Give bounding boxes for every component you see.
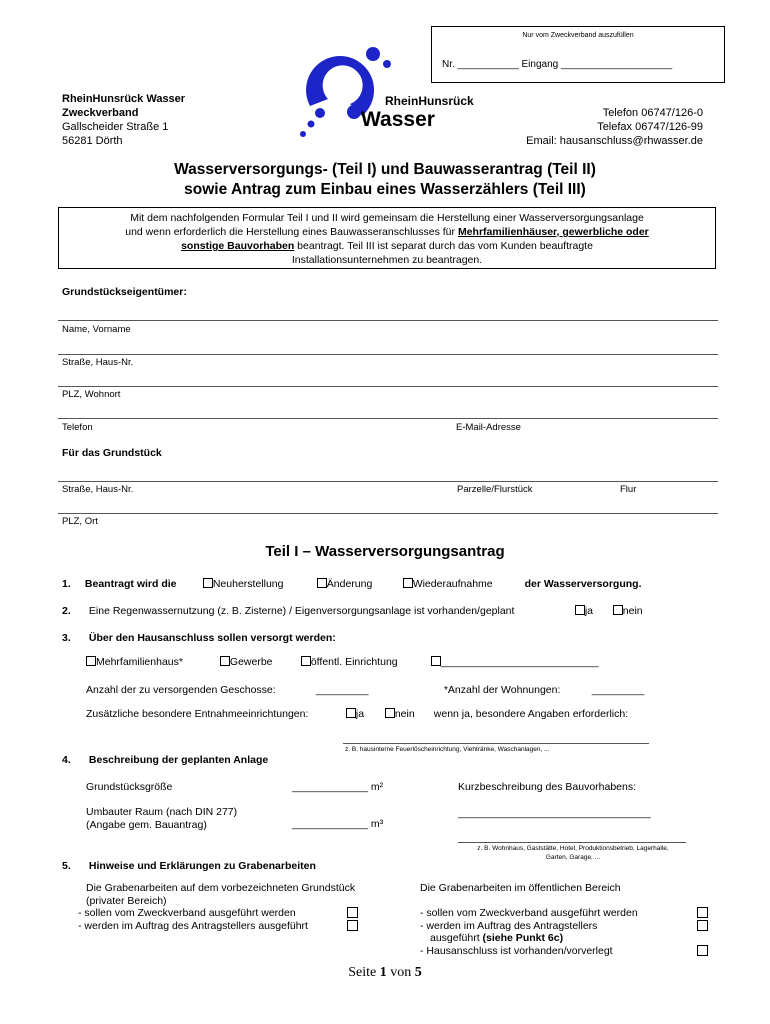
property-street-label: Straße, Haus-Nr. bbox=[62, 484, 134, 495]
q4-desc-note-1: z. B. Wohnhaus, Gaststätte, Hotel, Produktionsbetrieb, Lagerhalle, bbox=[477, 845, 669, 852]
checkbox[interactable] bbox=[346, 708, 356, 718]
q3-extra-field-line[interactable] bbox=[343, 743, 649, 744]
q5-public-option-2b bbox=[420, 932, 638, 945]
q5-public-block bbox=[420, 882, 638, 957]
q2-no[interactable] bbox=[613, 605, 643, 617]
q3-units-field[interactable]: _________ bbox=[591, 684, 645, 696]
sender-name-2: Zweckverband bbox=[62, 107, 139, 119]
q5-public-checkbox-1[interactable] bbox=[697, 907, 708, 918]
owner-name-label: Name, Vorname bbox=[62, 324, 131, 335]
q5-public-option-2b-text: ausgeführt bbox=[430, 932, 483, 944]
q4-row bbox=[62, 754, 268, 766]
q3-number: 3. bbox=[62, 632, 71, 644]
q5-public-option-2b-ref: (siehe Punkt 6c) bbox=[482, 932, 564, 944]
q5-public-option-1: - sollen vom Zweckverband ausgeführt werden bbox=[420, 907, 638, 919]
owner-heading: Grundstückseigentümer: bbox=[62, 286, 187, 298]
q3-extra-yes-label: ja bbox=[355, 708, 365, 720]
footer-total: 5 bbox=[414, 965, 422, 980]
q1-option-resume-label: Wiederaufnahme bbox=[412, 578, 493, 590]
q4-desc-note bbox=[458, 844, 688, 862]
q5-private-option-2: - werden im Auftrag des Antragstellers ausgeführt bbox=[78, 919, 308, 932]
q5-private-text-2: (privater Bereich) bbox=[86, 894, 167, 907]
q1-suffix: der Wasserversorgung. bbox=[524, 578, 642, 590]
q3-extra-row bbox=[86, 708, 628, 720]
q2-number: 2. bbox=[62, 605, 71, 617]
property-street-line[interactable] bbox=[58, 481, 718, 482]
q3-option-public-label: öffentl. Einrichtung bbox=[310, 656, 398, 668]
q3-option-public[interactable] bbox=[301, 656, 428, 668]
q3-extra-note: z. B. hausinterne Feuerlöscheinrichtung, Viehtränke, Waschanlagen, ... bbox=[345, 746, 550, 753]
property-plz-label: PLZ, Ort bbox=[62, 516, 98, 527]
owner-plz-line[interactable] bbox=[58, 386, 718, 387]
contact-email: Email: hausanschluss@rhwasser.de bbox=[526, 135, 703, 147]
q3-extra-yes[interactable] bbox=[346, 708, 382, 720]
owner-phone-label: Telefon bbox=[62, 422, 93, 433]
q4-desc-field-line[interactable] bbox=[458, 842, 686, 843]
sender-address bbox=[62, 92, 185, 148]
checkbox[interactable] bbox=[86, 656, 96, 666]
checkbox[interactable] bbox=[575, 605, 585, 615]
office-use-caption: Nur vom Zweckverband auszufüllen bbox=[522, 32, 634, 39]
q1-option-new-label: Neuherstellung bbox=[212, 578, 284, 590]
q2-no-label: nein bbox=[622, 605, 643, 617]
checkbox[interactable] bbox=[613, 605, 623, 615]
contact-block bbox=[526, 106, 703, 148]
property-plz-line[interactable] bbox=[58, 513, 718, 514]
property-flur-label: Flur bbox=[620, 484, 637, 495]
logo-text-main: Wasser bbox=[361, 108, 435, 131]
q4-desc-field[interactable]: _________________________________ bbox=[458, 807, 651, 819]
intro-line-4: Installationsunternehmen zu beantragen. bbox=[291, 254, 483, 266]
owner-name-line[interactable] bbox=[58, 320, 718, 321]
q4-room-label bbox=[86, 806, 237, 832]
checkbox[interactable] bbox=[385, 708, 395, 718]
owner-street-label: Straße, Haus-Nr. bbox=[62, 357, 134, 368]
q5-public-checkbox-3[interactable] bbox=[697, 945, 708, 956]
q5-private-block bbox=[78, 882, 355, 932]
q3-option-commercial[interactable] bbox=[220, 656, 298, 668]
q4-room-label-1: Umbauter Raum (nach DIN 277) bbox=[86, 806, 238, 818]
q3-option-commercial-label: Gewerbe bbox=[229, 656, 273, 668]
q4-label: Beschreibung der geplanten Anlage bbox=[88, 754, 269, 766]
q3-extra-hint: wenn ja, besondere Angaben erforderlich: bbox=[433, 708, 629, 720]
page-footer bbox=[0, 965, 770, 981]
q3-extra-no-label: nein bbox=[394, 708, 415, 720]
q3-option-other-field[interactable]: ___________________________ bbox=[440, 656, 599, 668]
q4-room-field[interactable]: _____________ m³ bbox=[292, 818, 384, 830]
q5-public-checkbox-2[interactable] bbox=[697, 920, 708, 931]
checkbox[interactable] bbox=[431, 656, 441, 666]
checkbox[interactable] bbox=[403, 578, 413, 588]
company-logo bbox=[290, 44, 480, 144]
q5-number: 5. bbox=[62, 860, 71, 872]
q5-public-option-2: - werden im Auftrag des Antragstellers bbox=[420, 919, 598, 932]
q5-private-checkbox-1[interactable] bbox=[347, 907, 358, 918]
q1-option-change-label: Änderung bbox=[326, 578, 373, 590]
intro-emphasis-1: Mehrfamilienhäuser, gewerbliche oder bbox=[457, 226, 649, 238]
q2-row bbox=[62, 605, 643, 617]
q1-row bbox=[62, 578, 642, 590]
q3-floors-field[interactable]: _________ bbox=[315, 684, 369, 696]
q5-public-text-1: Die Grabenarbeiten im öffentlichen Bereich bbox=[420, 882, 621, 894]
intro-box bbox=[58, 207, 716, 269]
checkbox[interactable] bbox=[317, 578, 327, 588]
q3-floors-label: Anzahl der zu versorgenden Geschosse: bbox=[86, 684, 276, 696]
teil1-heading: Teil I – Wasserversorgungsantrag bbox=[265, 543, 505, 560]
title-line-2: sowie Antrag zum Einbau eines Wasserzählers (Teil III) bbox=[184, 181, 586, 198]
title-line-1: Wasserversorgungs- (Teil I) und Bauwasserantrag (Teil II) bbox=[174, 161, 596, 178]
q5-private-checkbox-2[interactable] bbox=[347, 920, 358, 931]
checkbox[interactable] bbox=[220, 656, 230, 666]
q4-size-label: Grundstücksgröße bbox=[86, 781, 173, 793]
checkbox[interactable] bbox=[301, 656, 311, 666]
footer-mid: von bbox=[386, 965, 415, 980]
intro-line-3 bbox=[59, 239, 715, 253]
logo-text-top: RheinHunsrück bbox=[385, 94, 474, 108]
q3-extra-label: Zusätzliche besondere Entnahmeeinrichtungen: bbox=[86, 708, 309, 720]
q1-number: 1. bbox=[62, 578, 71, 590]
checkbox[interactable] bbox=[203, 578, 213, 588]
contact-fax: Telefax 06747/126-99 bbox=[597, 121, 703, 133]
q3-option-multifamily[interactable] bbox=[86, 656, 217, 668]
q3-floors-row bbox=[86, 684, 644, 696]
q1-option-resume[interactable] bbox=[403, 578, 522, 590]
sender-name: RheinHunsrück Wasser bbox=[62, 93, 186, 105]
q5-row bbox=[62, 860, 316, 872]
footer-page: 1 bbox=[379, 965, 387, 980]
owner-email-label: E-Mail-Adresse bbox=[456, 422, 521, 433]
intro-emphasis-2: sonstige Bauvorhaben bbox=[181, 240, 295, 252]
q2-yes-label: ja bbox=[584, 605, 594, 617]
q5-private-option-1: - sollen vom Zweckverband ausgeführt werden bbox=[78, 907, 296, 919]
q5-label: Hinweise und Erklärungen zu Grabenarbeiten bbox=[88, 860, 316, 872]
q3-options-row bbox=[86, 656, 598, 668]
property-heading: Für das Grundstück bbox=[62, 447, 162, 459]
intro-line-2a: und wenn erforderlich die Herstellung eines Bauwasseranschlusses für bbox=[125, 226, 458, 238]
q5-private-text-1: Die Grabenarbeiten auf dem vorbezeichneten Grundstück bbox=[86, 882, 356, 894]
contact-phone: Telefon 06747/126-0 bbox=[602, 107, 703, 119]
q4-desc-note-2: Garten, Garage, ... bbox=[545, 854, 601, 861]
sender-street: Gallscheider Straße 1 bbox=[62, 121, 169, 133]
sender-city: 56281 Dörth bbox=[62, 135, 123, 147]
q5-public-option-3: - Hausanschluss ist vorhanden/vorverlegt bbox=[420, 944, 613, 957]
q1-label: Beantragt wird die bbox=[84, 578, 177, 590]
q3-extra-no[interactable] bbox=[385, 708, 431, 720]
q3-row bbox=[62, 632, 336, 644]
q3-option-multifamily-label: Mehrfamilienhaus* bbox=[96, 656, 183, 668]
intro-line-2 bbox=[59, 225, 715, 239]
document-title bbox=[0, 160, 770, 200]
q4-number: 4. bbox=[62, 754, 71, 766]
owner-phone-line[interactable] bbox=[58, 418, 718, 419]
q3-option-other[interactable] bbox=[431, 656, 599, 668]
footer-prefix: Seite bbox=[348, 965, 380, 980]
q2-label: Eine Regenwassernutzung (z. B. Zisterne) / Eigenversorgungsanlage ist vorhanden/geplant bbox=[88, 605, 515, 617]
q1-option-new[interactable] bbox=[203, 578, 314, 590]
q4-desc-label: Kurzbeschreibung des Bauvorhabens: bbox=[458, 781, 637, 793]
intro-line-1: Mit dem nachfolgenden Formular Teil I und II wird gemeinsam die Herstellung einer Wasserversorgungsanlage bbox=[130, 212, 644, 224]
office-number-field[interactable]: Nr. ___________ Eingang ____________________ bbox=[442, 59, 673, 70]
property-parcel-label: Parzelle/Flurstück bbox=[457, 484, 533, 495]
q4-room-label-2: (Angabe gem. Bauantrag) bbox=[86, 819, 207, 831]
owner-street-line[interactable] bbox=[58, 354, 718, 355]
owner-plz-label: PLZ, Wohnort bbox=[62, 389, 121, 400]
q3-units-label: *Anzahl der Wohnungen: bbox=[443, 684, 561, 696]
q2-yes[interactable] bbox=[575, 605, 610, 617]
q1-option-change[interactable] bbox=[317, 578, 400, 590]
intro-line-3b: beantragt. Teil III ist separat durch das vom Kunden beauftragte bbox=[294, 240, 593, 252]
q3-label: Über den Hausanschluss sollen versorgt werden: bbox=[88, 632, 336, 644]
q4-size-field[interactable]: _____________ m² bbox=[292, 781, 384, 793]
